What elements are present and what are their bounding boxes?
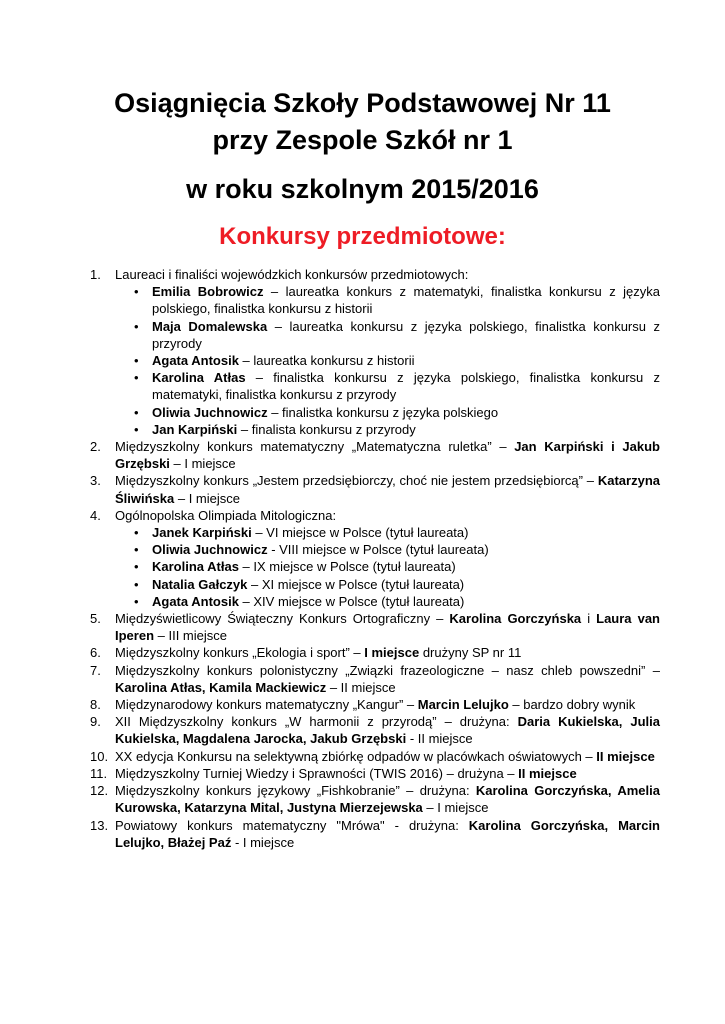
list-item-text: [115, 749, 655, 764]
sub-list-item: [90, 283, 660, 317]
text-run: – III miejsce: [154, 628, 227, 644]
text-run: Międzyszkolny konkurs polonistyczny „Związki frazeologiczne – nasz chleb powszedni” –: [115, 662, 660, 678]
bold-text: Oliwia Juchnowicz: [152, 404, 268, 420]
sub-list-item: [90, 593, 660, 610]
bullet-icon: •: [134, 353, 139, 369]
list-item-text: [115, 611, 660, 643]
section-heading: Konkursy przedmiotowe:: [219, 223, 506, 250]
bold-text: Karolina Gorczyńska, Marcin Lelujko, Błażej Paź: [115, 817, 660, 850]
bold-text: Katarzyna Śliwińska: [115, 473, 660, 506]
bold-text: Agata Antosik: [152, 353, 239, 369]
list-item-text: [115, 783, 660, 815]
list-item: [90, 696, 660, 713]
text-run: – II miejsce: [326, 679, 396, 695]
list-item-number: 7.: [90, 662, 101, 678]
list-item-text: [115, 267, 468, 282]
text-run: drużyny SP nr 11: [419, 645, 522, 661]
bullet-icon: •: [134, 421, 139, 437]
sub-list-item: [90, 352, 660, 369]
bold-text: Karolina Atłas: [152, 370, 246, 386]
list-item: [90, 644, 660, 661]
text-run: - VIII miejsce w Polsce (tytuł laureata): [267, 542, 489, 558]
sub-list-item: [90, 524, 660, 541]
bullet-icon: •: [134, 370, 139, 386]
list-item: [90, 765, 660, 782]
bold-text: Daria Kukielska, Julia Kukielska, Magdalena Jarocka, Jakub Grzębski: [115, 714, 660, 747]
text-run: Laureaci i finaliści wojewódzkich konkursów przedmiotowych:: [115, 267, 469, 282]
bullet-icon: •: [134, 576, 139, 592]
text-run: – finalistka konkursu z języka polskiego: [267, 404, 499, 420]
bold-text: II miejsce: [518, 765, 577, 781]
bold-text: Laura van Iperen: [115, 611, 660, 644]
text-run: – finalistka konkursu z języka polskiego, finalistka konkursu z matematyki, finalistka konkursu z przyrody: [152, 370, 660, 403]
text-run: - II miejsce: [406, 731, 473, 747]
bullet-icon: •: [134, 404, 139, 420]
title-line-1: Osiągnięcia Szkoły Podstawowej Nr 11: [114, 88, 611, 118]
sub-list-item: [90, 404, 660, 421]
text-run: Powiatowy konkurs matematyczny "Mrówa" - drużyna:: [115, 817, 469, 833]
text-run: – finalista konkursu z przyrody: [237, 421, 416, 437]
bold-text: Karolina Atłas: [152, 559, 239, 575]
bullet-icon: •: [134, 318, 139, 334]
text-run: Międzyszkolny konkurs matematyczny „Matematyczna ruletka” –: [115, 439, 515, 455]
text-run: XII Międzyszkolny konkurs „W harmonii z przyrodą” – drużyna:: [115, 714, 518, 730]
text-run: Ogólnopolska Olimpiada Mitologiczna:: [115, 507, 337, 523]
text-run: – VI miejsce w Polsce (tytuł laureata): [251, 525, 469, 541]
bullet-icon: •: [134, 593, 139, 609]
list-item: [90, 782, 660, 816]
bold-text: Maja Domalewska: [152, 318, 268, 334]
bullet-icon: •: [134, 284, 139, 300]
bold-text: Karolina Atłas, Kamila Mackiewicz: [115, 679, 327, 695]
list-item-text: [115, 697, 635, 712]
bold-text: Agata Antosik: [152, 593, 239, 609]
list-item: [90, 662, 660, 696]
bullet-icon: •: [134, 542, 139, 558]
bullet-icon: •: [134, 559, 139, 575]
sub-list-item: [90, 421, 660, 438]
list-item-number: 6.: [90, 645, 101, 661]
list-item-number: 9.: [90, 714, 101, 730]
text-run: – laureatka konkurs z matematyki, finalistka konkursu z języka polskiego, finalistka konkursu z historii: [152, 284, 660, 317]
list-item-text: [115, 473, 660, 505]
list-item-number: 12.: [90, 783, 109, 799]
bold-text: Jan Karpiński: [152, 421, 238, 437]
text-run: – XIV miejsce w Polsce (tytuł laureata): [238, 593, 465, 609]
text-run: – I miejsce: [169, 456, 236, 472]
text-run: – laureatka konkursu z języka polskiego, finalistka konkursu z przyrody: [152, 318, 660, 351]
bold-text: II miejsce: [596, 748, 655, 764]
list-item: [90, 507, 660, 524]
list-item-number: 8.: [90, 697, 101, 713]
sub-list-item: [90, 558, 660, 575]
bold-text: Natalia Gałczyk: [152, 576, 248, 592]
bullet-icon: •: [134, 525, 139, 541]
text-run: Międzyszkolny Turniej Wiedzy i Sprawności (TWIS 2016) – drużyna –: [115, 765, 519, 781]
list-item: [90, 266, 660, 283]
list-item-text: [115, 818, 660, 850]
bold-text: I miejsce: [364, 645, 420, 661]
list-item: [90, 817, 660, 851]
sub-list-item: [90, 369, 660, 403]
list-item-text: [115, 663, 660, 695]
bold-text: Janek Karpiński: [152, 525, 252, 541]
list-item-text: [115, 439, 660, 471]
list-item-text: [115, 766, 577, 781]
list-item-text: [115, 508, 336, 523]
list-item: [90, 748, 660, 765]
list-item-number: 11.: [90, 765, 108, 781]
list-item-number: 3.: [90, 473, 101, 489]
list-item: [90, 610, 660, 644]
list-item: [90, 472, 660, 506]
bold-text: Jan Karpiński i Jakub Grzębski: [115, 439, 660, 472]
text-run: – bardzo dobry wynik: [508, 697, 636, 713]
text-run: - I miejsce: [231, 834, 295, 850]
list-item: [90, 438, 660, 472]
text-run: XX edycja Konkursu na selektywną zbiórkę odpadów w placówkach oświatowych –: [115, 748, 597, 764]
text-run: Międzyświetlicowy Świąteczny Konkurs Ortograficzny –: [115, 611, 450, 627]
list-item-number: 13.: [90, 817, 109, 833]
title-line-2: przy Zespole Szkół nr 1: [212, 125, 513, 155]
text-run: – laureatka konkursu z historii: [238, 353, 415, 369]
list-item-number: 1.: [90, 267, 101, 282]
list-item-text: [115, 714, 660, 746]
achievements-list: [90, 266, 660, 851]
text-run: – XI miejsce w Polsce (tytuł laureata): [247, 576, 465, 592]
list-item-number: 10.: [90, 748, 109, 764]
text-run: – I miejsce: [174, 490, 240, 506]
text-run: Międzynarodowy konkurs matematyczny „Kangur” –: [115, 697, 418, 713]
bold-text: Oliwia Juchnowicz: [152, 542, 268, 558]
text-run: Międzyszkolny konkurs „Jestem przedsiębiorczy, choć nie jestem przedsiębiorcą” –: [115, 473, 598, 489]
text-run: Międzyszkolny konkurs językowy „Fishkobranie” – drużyna:: [115, 783, 476, 799]
bold-text: Marcin Lelujko: [417, 697, 509, 713]
bold-text: Karolina Gorczyńska: [449, 611, 582, 627]
bold-text: Karolina Gorczyńska, Amelia Kurowska, Katarzyna Mital, Justyna Mierzejewska: [115, 783, 660, 816]
sub-list-item: [90, 576, 660, 593]
text-run: Międzyszkolny konkurs „Ekologia i sport” –: [115, 645, 365, 661]
text-run: i: [581, 611, 597, 627]
list-item-number: 2.: [90, 439, 101, 455]
list-item: [90, 713, 660, 747]
bold-text: Emilia Bobrowicz: [152, 284, 264, 300]
title-line-3: w roku szkolnym 2015/2016: [186, 174, 539, 204]
list-item-text: [115, 645, 521, 660]
list-item-number: 4.: [90, 507, 101, 523]
text-run: – IX miejsce w Polsce (tytuł laureata): [238, 559, 456, 575]
text-run: – I miejsce: [422, 800, 489, 816]
sub-list-item: [90, 318, 660, 352]
list-item-number: 5.: [90, 611, 101, 627]
sub-list-item: [90, 541, 660, 558]
